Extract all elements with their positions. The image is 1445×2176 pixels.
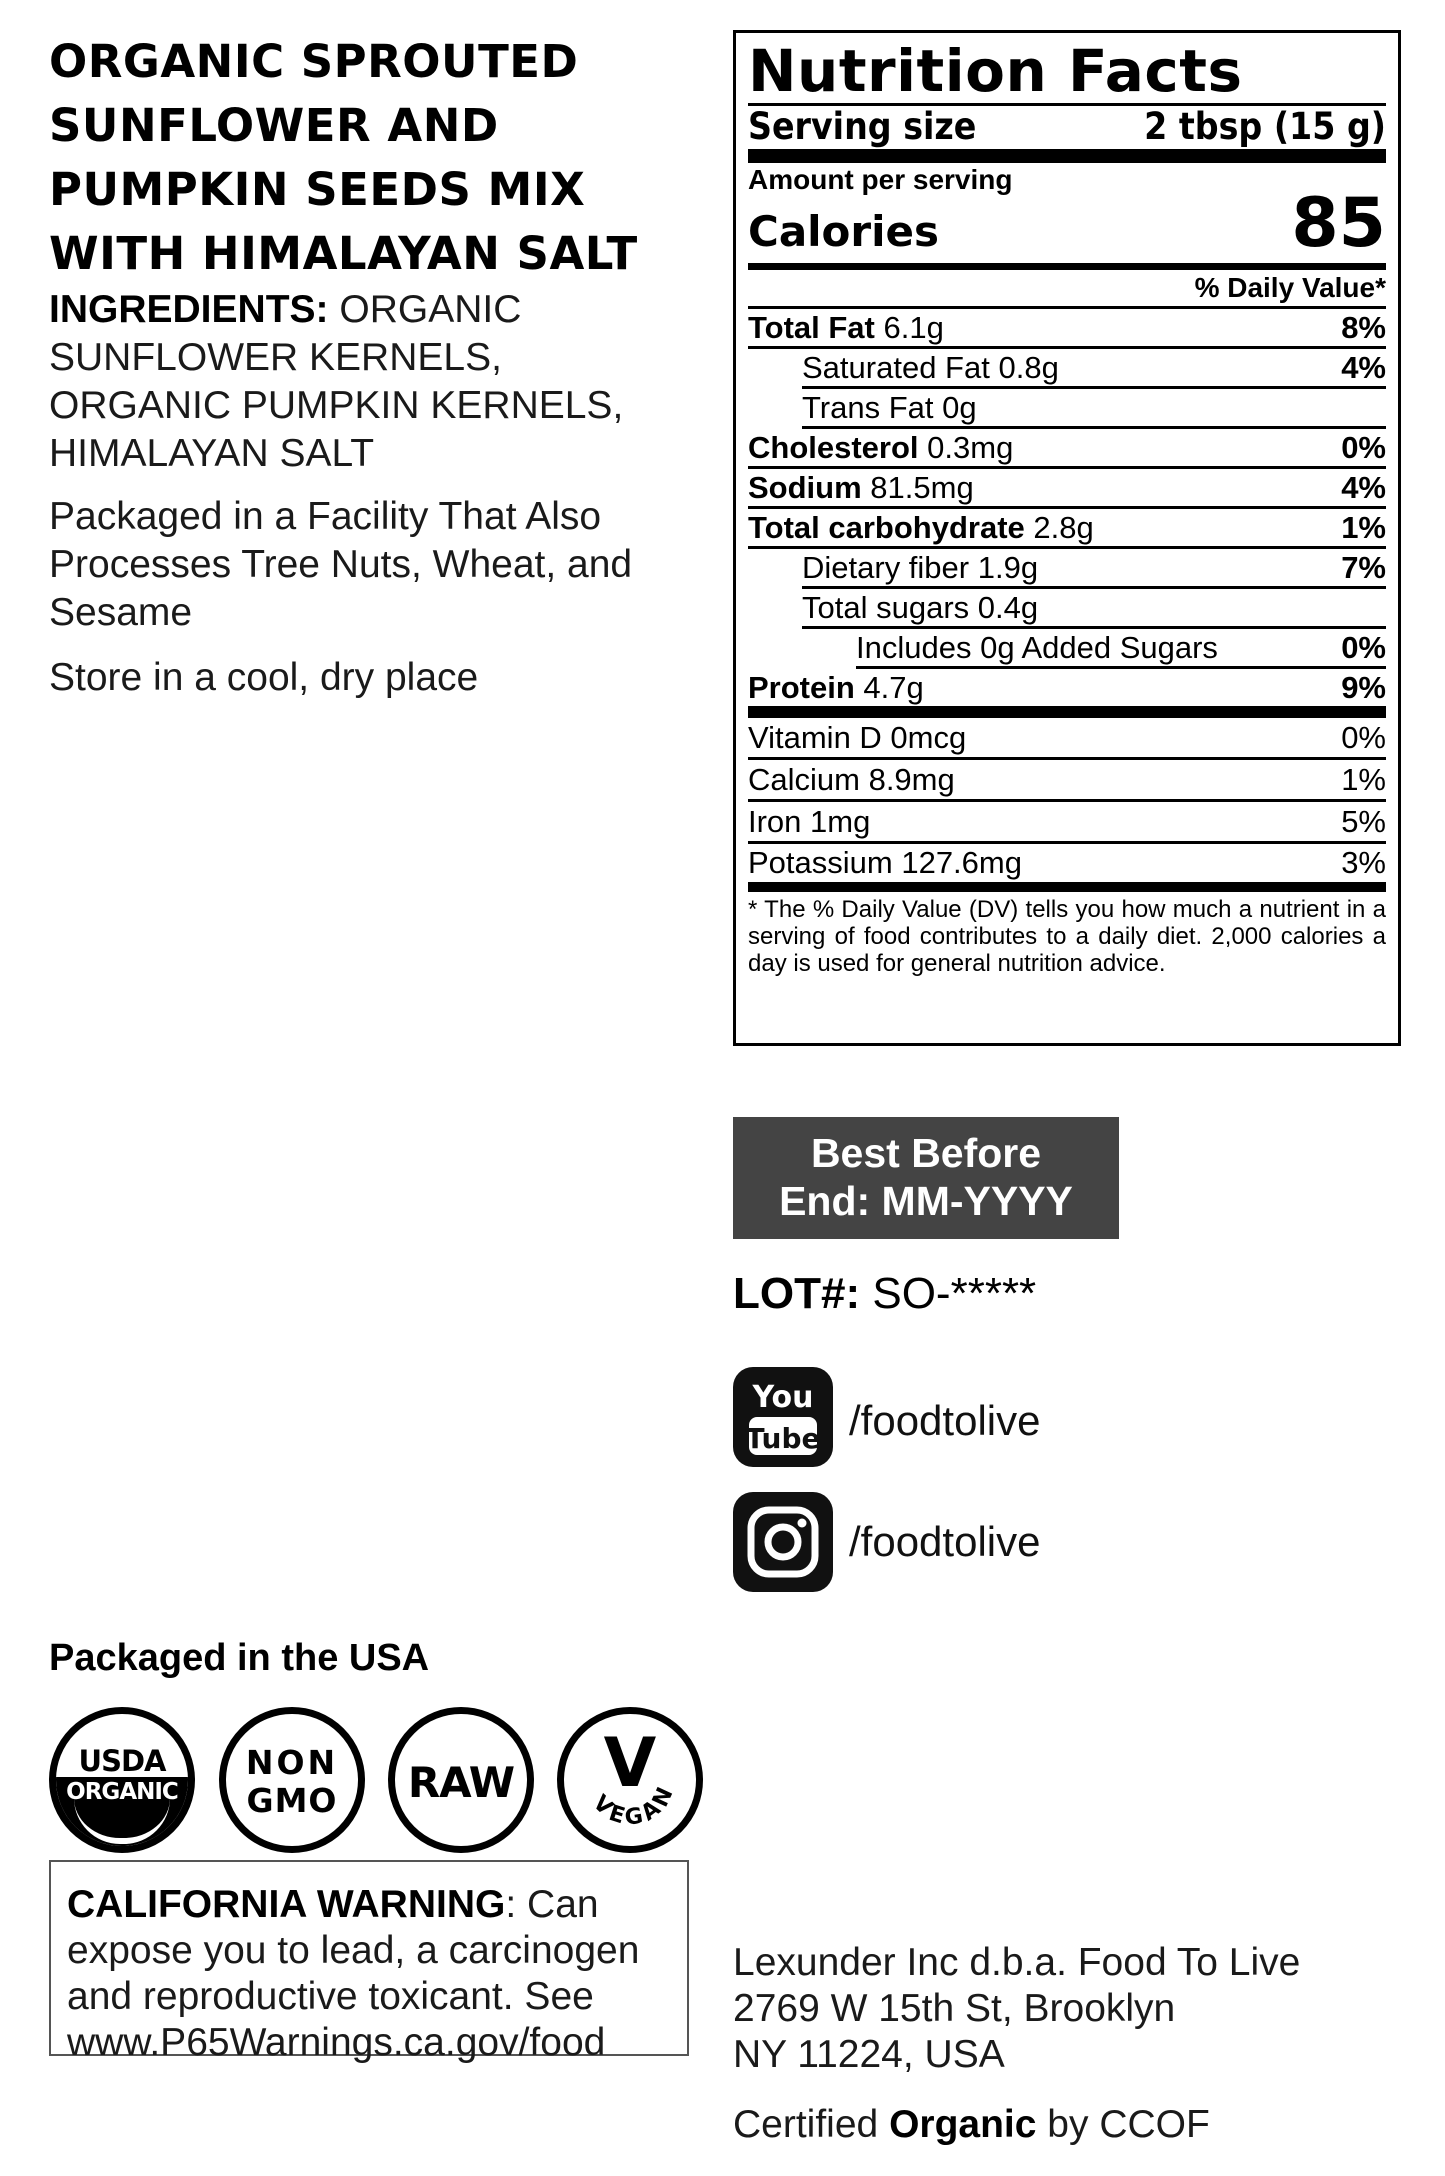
title-line: WITH HIMALAYAN SALT <box>49 227 638 280</box>
lot-label: LOT#: <box>733 1269 861 1318</box>
instagram-icon <box>733 1492 833 1592</box>
lot-value: SO-***** <box>872 1269 1037 1318</box>
title-line: ORGANIC SPROUTED <box>49 35 579 88</box>
daily-value-header: % Daily Value* <box>748 270 1386 309</box>
non-gmo-icon <box>219 1707 365 1853</box>
certification: Certified Organic by CCOF <box>733 2103 1210 2146</box>
facility-note: Packaged in a Facility That Also Processes Tree Nuts, Wheat, and Sesame <box>49 495 633 634</box>
california-warning <box>49 1860 689 2064</box>
divider-thick <box>748 149 1386 163</box>
serving-label: Serving size <box>748 105 977 148</box>
youtube-icon-top-text: You <box>752 1380 814 1415</box>
nutrient-row-cholesterol: Cholesterol 0.3mg 0% <box>748 429 1386 469</box>
vegan-word: VEGAN <box>587 1780 681 1832</box>
company-address <box>733 1940 1300 2078</box>
ingredients <box>49 286 689 478</box>
packaged-in: Packaged in the USA <box>49 1637 430 1679</box>
youtube-icon-bottom-text: Tube <box>745 1422 821 1455</box>
title-line: PUMPKIN SEEDS MIX <box>49 163 586 216</box>
nutrition-title: Nutrition Facts <box>748 37 1243 105</box>
amount-per-serving: Amount per serving <box>748 164 1013 195</box>
calories-row <box>748 184 1386 263</box>
warning-text: : Can expose you to lead, a carcinogen and reproductive toxicant. See www.P65Warnings.ca.gov/food <box>67 1883 640 2064</box>
youtube-icon <box>733 1367 833 1467</box>
instagram-handle[interactable]: /foodtolive <box>849 1518 1041 1565</box>
nutrient-row-dietary-fiber: Dietary fiber 1.9g 7% <box>802 549 1386 589</box>
mineral-row-calcium: Calcium 8.9mg 1% <box>748 760 1386 802</box>
lot-number <box>733 1267 1036 1321</box>
nutrient-row-saturated-fat: Saturated Fat 0.8g 4% <box>802 349 1386 389</box>
mineral-row-iron: Iron 1mg 5% <box>748 802 1386 844</box>
storage-note: Store in a cool, dry place <box>49 656 479 699</box>
mineral-row-potassium: Potassium 127.6mg 3% <box>748 844 1386 892</box>
calories-label: Calories <box>748 207 940 256</box>
nutrient-row-trans-fat: Trans Fat 0g <box>802 389 1386 429</box>
vegan-mark <box>564 1714 696 1846</box>
title-line: SUNFLOWER AND <box>49 99 499 152</box>
nutrient-row-total-sugars: Total sugars 0.4g <box>802 589 1386 629</box>
best-before-line1: Best Before <box>810 1130 1042 1176</box>
nongmo-line1: NON <box>245 1743 339 1782</box>
address-line: Lexunder Inc d.b.a. Food To Live <box>733 1941 1301 1984</box>
warning-label: CALIFORNIA WARNING <box>67 1883 506 1926</box>
serving-size-row <box>748 103 1386 147</box>
vegan-icon <box>557 1707 703 1853</box>
nongmo-line2: GMO <box>246 1781 338 1820</box>
raw-icon <box>388 1707 534 1853</box>
address-line: NY 11224, USA <box>733 2033 1005 2076</box>
product-title <box>49 30 709 286</box>
nutrient-row-protein: Protein 4.7g 9% <box>748 669 1386 718</box>
nutrient-row-sodium: Sodium 81.5mg 4% <box>748 469 1386 509</box>
nutrient-row-added-sugars: Includes 0g Added Sugars 0% <box>856 629 1386 669</box>
best-before-line2: End: MM-YYYY <box>779 1178 1073 1224</box>
mineral-row-vitamin-d: Vitamin D 0mcg 0% <box>748 718 1386 760</box>
best-before-box <box>733 1117 1119 1239</box>
vegan-letter: V <box>603 1724 657 1803</box>
usda-bottom-text: ORGANIC <box>66 1779 178 1805</box>
nutrient-row-total-fat: Total Fat 6.1g 8% <box>748 309 1386 349</box>
ingredients-text: ORGANIC SUNFLOWER KERNELS, ORGANIC PUMPKIN KERNELS, HIMALAYAN SALT <box>49 288 624 475</box>
usda-organic-icon <box>49 1707 195 1853</box>
divider-medium <box>748 263 1386 270</box>
nutrient-row-total-carbohydrate: Total carbohydrate 2.8g 1% <box>748 509 1386 549</box>
daily-value-footnote: * The % Daily Value (DV) tells you how much a nutrient in a serving of food contributes to a daily diet. 2,000 calories a day is used for general nutrition advice. <box>748 896 1386 977</box>
usda-top-text: USDA <box>78 1744 166 1778</box>
serving-value: 2 tbsp (15 g) <box>1144 105 1386 148</box>
ingredients-label: INGREDIENTS: <box>49 288 329 331</box>
raw-text: RAW <box>407 1758 515 1807</box>
nutrition-facts-panel <box>733 30 1401 1046</box>
address-line: 2769 W 15th St, Brooklyn <box>733 1987 1176 2030</box>
calories-value: 85 <box>1291 184 1386 263</box>
youtube-handle[interactable]: /foodtolive <box>849 1397 1041 1444</box>
